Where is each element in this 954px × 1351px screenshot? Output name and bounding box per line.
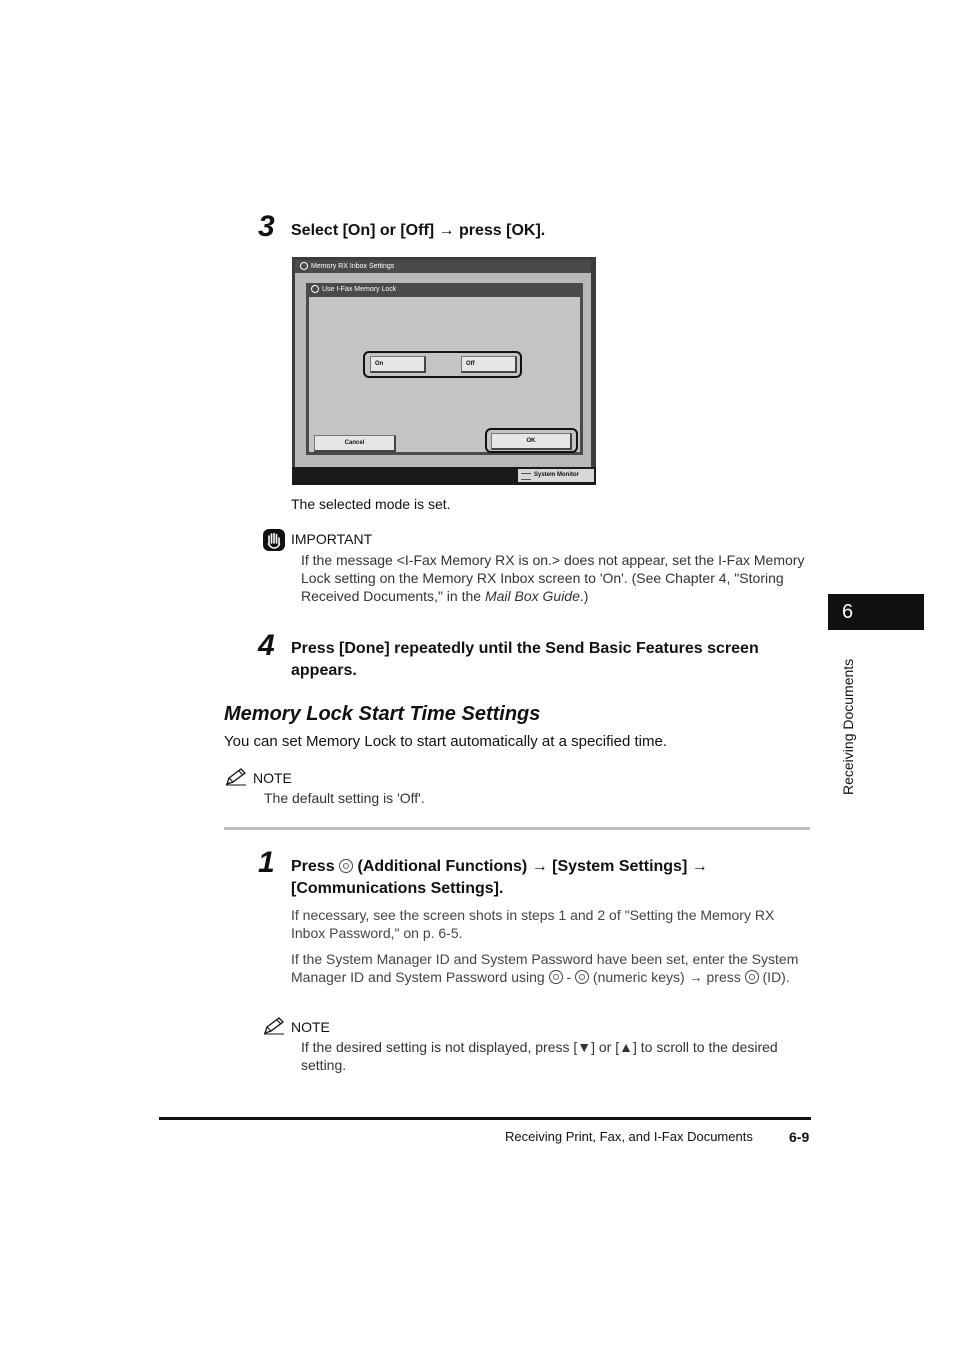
footer-rule	[159, 1117, 811, 1120]
step-1-para-2: If the System Manager ID and System Password have been set, enter the System Manager ID and System Password using - (numeric keys) → press (ID).	[291, 951, 799, 985]
step-1-title: Press (Additional Functions) → [System Settings] → [Communications Settings].	[291, 858, 708, 897]
step-3-number: 3	[258, 210, 275, 243]
dialog-title-bar	[306, 283, 583, 296]
numeric-key-0-icon	[549, 970, 563, 984]
important-heading: IMPORTANT	[291, 531, 373, 547]
additional-functions-key-icon	[339, 859, 353, 873]
chapter-title-vertical: Receiving Documents	[840, 658, 856, 795]
cancel-button[interactable]: Cancel	[314, 435, 396, 452]
section-intro: You can set Memory Lock to start automatically at a specified time.	[224, 733, 667, 750]
screen-panel	[295, 260, 591, 467]
monitor-icon	[521, 473, 531, 480]
system-monitor-button[interactable]	[518, 469, 594, 482]
dialog	[306, 283, 583, 455]
note-2-text: If the desired setting is not displayed, press [▼] or [▲] to scroll to the desired setting.	[301, 1039, 778, 1073]
step-1-para-1: If necessary, see the screen shots in steps 1 and 2 of "Setting the Memory RX Inbox Password," on p. 6-5.	[291, 907, 775, 941]
section-heading: Memory Lock Start Time Settings	[224, 703, 541, 725]
screen-title-bar	[295, 260, 591, 273]
note-1-heading: NOTE	[253, 770, 292, 786]
page-number: 6-9	[789, 1129, 810, 1145]
status-bar	[292, 467, 596, 485]
note-1-text: The default setting is 'Off'.	[264, 790, 425, 806]
important-text: If the message <I-Fax Memory RX is on.> does not appear, set the I-Fax Memory Lock setting on the Memory RX Inbox screen to 'On'. (See Chapter 4, "Storing Received Documents," in the Mail Box Guide.)	[301, 552, 805, 604]
result-text: The selected mode is set.	[291, 496, 451, 512]
note-pencil-icon	[262, 1016, 286, 1036]
note-pencil-icon	[224, 767, 248, 787]
off-button[interactable]: Off	[461, 356, 517, 373]
chapter-tab: 6	[828, 594, 924, 630]
ok-button[interactable]: OK	[491, 433, 572, 450]
step-1-number: 1	[258, 846, 275, 879]
dialog-body	[309, 297, 580, 452]
mode-icon	[311, 285, 319, 293]
on-off-highlight	[363, 351, 522, 378]
screen-title: Memory RX Inbox Settings	[311, 263, 395, 270]
ok-highlight	[485, 428, 578, 453]
dialog-title: Use I-Fax Memory Lock	[322, 286, 397, 293]
device-screen-screenshot	[292, 257, 596, 485]
numeric-key-9-icon	[575, 970, 589, 984]
on-button[interactable]: On	[370, 356, 426, 373]
id-key-icon	[745, 970, 759, 984]
important-hand-icon	[262, 528, 286, 552]
section-divider	[224, 827, 810, 830]
step-4-number: 4	[258, 629, 275, 662]
step-3-title: Select [On] or [Off] → press [OK].	[291, 222, 546, 239]
system-monitor-label: System Monitor	[534, 472, 580, 478]
mode-icon	[300, 262, 308, 270]
footer-title: Receiving Print, Fax, and I-Fax Documents	[505, 1129, 753, 1144]
note-2-heading: NOTE	[291, 1019, 330, 1035]
step-4-title: Press [Done] repeatedly until the Send Basic Features screen appears.	[291, 640, 759, 679]
